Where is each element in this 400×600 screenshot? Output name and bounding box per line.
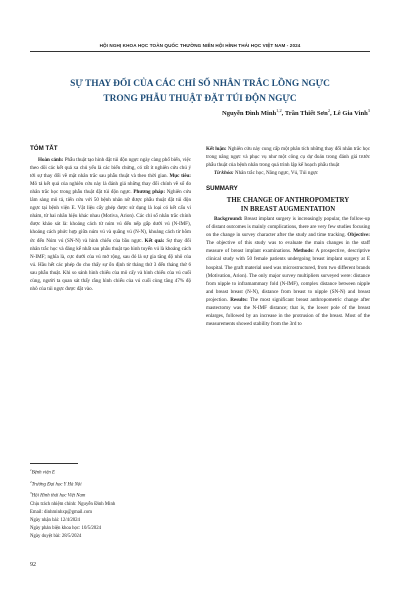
affiliation-3: $^3$Hội Hình thái học Việt Nam [30,491,86,499]
author-name: Nguyễn Đình Minh [221,110,277,118]
author-affiliation-mark: 1,2 [276,108,282,113]
label-methods-en: Methods: [293,248,314,255]
affiliation-2-text: Trường Đại học Y Hà Nội [31,482,82,488]
footnote-rule [30,463,78,464]
label-keywords-vi: Từ khóa: [214,170,234,177]
author-affiliation-mark: 3 [367,108,370,113]
english-title-line-1: THE CHANGE OF ANTHROPOMETRY [226,197,350,205]
article-title [40,77,360,107]
label-objective-en: Objective: [347,232,370,239]
text-result-vi: Sự thay đổi nhân trắc học và đáng kể nhất sau phẫu thuật tạo hình tuyến vú là khoảng cách N-IMF; nghĩa là, cực dưới của vú mở rộng, sau đó là sự gia tăng độ nhô của vú. Hầu hết các phép đo cho thấy sự ổn định từ tháng thứ 3 đến tháng thứ 6 sau phẫu thuật. Khi so sánh hình chiếu của mô cấy và hình chiếu của vú cuối cùng, người ta quan sát thấy rằng hình chiếu của vú cuối cùng tăng 47% độ nhô của túi ngực được đặt vào. [30,237,192,292]
label-result-vi: Kết quả: [144,237,165,244]
abstract-paragraph [30,156,191,293]
keywords-vi [206,169,370,177]
author-name: Lê Gia Vinh [333,110,368,118]
affiliation-2: $^2$Trường Đại học Y Hà Nội [30,479,82,488]
label-method-vi: Phương pháp: [133,189,166,196]
label-background-vi: Hoàn cảnh: [38,157,64,164]
author-list: Nguyễn Đình Minh$^{1,2}$, Trần Thiết Sơn$^2$, Lê Gia Vinh$^3$ [221,108,370,118]
author-email[interactable]: Email: dinhminhxp@gmail.com [30,509,92,515]
author-name: Trần Thiết Sơn [284,110,328,118]
date-reviewed: Ngày phản biện khoa học: 10/5/2024 [30,525,102,531]
text-conclusion-vi: Nghiên cứu này cung cấp một phân tích những thay đổi nhân trắc học trong nâng ngực và phục vụ như một công cụ dự đoán trong đánh giá trước phẫu thuật của bệnh nhân trong quá trình lập kế hoạch phẫu thuật [206,146,370,169]
author-affiliation-mark: 2 [327,108,331,113]
label-conclusion-vi: Kết luận: [206,146,227,152]
text-background-en: Breast implant surgery is increasingly popular, the follow-up of distant outcomes is mainly complications, there are very few studies focusing on the change in survey character after the study and time tracking. [206,216,370,239]
page-number: 92 [30,562,36,568]
label-results-en: Results: [230,296,248,303]
date-accepted: Ngày duyệt bài: 28/5/2024 [30,533,82,539]
abstract-heading-vi: TÓM TẮT [30,145,58,152]
abstract-english-paragraph [206,215,370,328]
running-header: HỘI NGHỊ KHOA HỌC TOÀN QUỐC THƯỜNG NIÊN HỘI HÌNH THÁI HỌC VIỆT NAM - 2024 [99,43,301,48]
abstract-vi-continued [206,145,370,169]
summary-heading: SUMMARY [206,185,238,193]
affiliation-1-text: Bệnh viện E [31,470,55,476]
text-objective-vi: Mô tả kết quả của nghiên cứu này là đánh giá những thay đổi chính về số đo nhân trắc học trong phẫu thuật đặt túi độn ngực. [30,181,191,196]
footnotes [30,466,191,541]
affiliation-1: $^1$Bệnh viện E [30,468,55,476]
text-keywords-vi: Nhân trắc học, Nâng ngực, Vú, Túi ngực [234,170,319,177]
english-title-line-2: IN BREAST AUGMENTATION [240,206,336,214]
title-line-1: SỰ THAY ĐỔI CỦA CÁC CHỈ SỐ NHÂN TRẮC LỒNG NGỰC [70,79,330,89]
right-column [206,145,370,328]
text-background-vi: Phẫu thuật tạo hình đặt túi độn ngực ngày càng phổ biến, việc theo dõi các kết quả xa chủ yếu là các biến chứng, có rất ít nghiên cứu chú ý tới sự thay đổi về mặt nhân trắc sau phẫu thuật và theo thời gian. [30,157,191,180]
text-methods-en: A prospective, descriptive clinical study with 50 female patients undergoing breast implant surgery at E hospital. The graft material used was microstructured, from two different brands (Motivation, Arion). The only major survey multipliers surveyed were: distance from nipple to inframammary fold (N-IMF), complex distance between nipple and breast breast (N-N), distance from breast to nipple (SN-N) and breast projection. [206,248,370,303]
abstract-vietnamese [30,145,191,293]
affiliation-3-text: Hội Hình thái học Việt Nam [31,493,86,499]
header-rule [30,51,370,52]
responsible-author: Chịu trách nhiệm chính: Nguyễn Đình Minh [30,501,116,507]
label-background-en: Background: [214,216,243,223]
text-objective-en: The objective of this study was to evaluate the main changes in the staff measure of breast implant examinations. [206,240,370,255]
title-line-2: TRONG PHẪU THUẬT ĐẶT TÚI ĐỘN NGỰC [103,94,297,104]
text-results-en: The most significant breast anthropometric change after mastectomy was the N-IMF distance; that is, the lower pole of the breast enlarges, followed by an increase in the protrusion of the breast. Most of the measurements showed stability from the 3rd to [206,296,370,327]
label-objective-vi: Mục tiêu: [169,173,191,180]
english-title [206,196,370,214]
text-method-vi: Nghiên cứu lâm sàng mô tả, tiến cứu với 50 bệnh nhân nữ được phẫu thuật đặt túi độn ngực tại bệnh viện E. Vật liệu cấy ghép được sử dụng là loại có kết cấu vi nhám, từ hai nhãn hiệu khác nhau (Motiva, Arion). Các chỉ số nhân trắc chính được khảo sát là: khoảng cách từ núm vú đến nếp gấp dưới vú (N-IMF), khoảng cách phức hợp giữa núm vú và quầng vú (N-N), khoảng cách từ hõm ức đến Núm vú (SN-N) và hình chiếu của bầu ngực. [30,189,191,244]
date-received: Ngày nhận bài: 12/4/2024 [30,517,80,523]
